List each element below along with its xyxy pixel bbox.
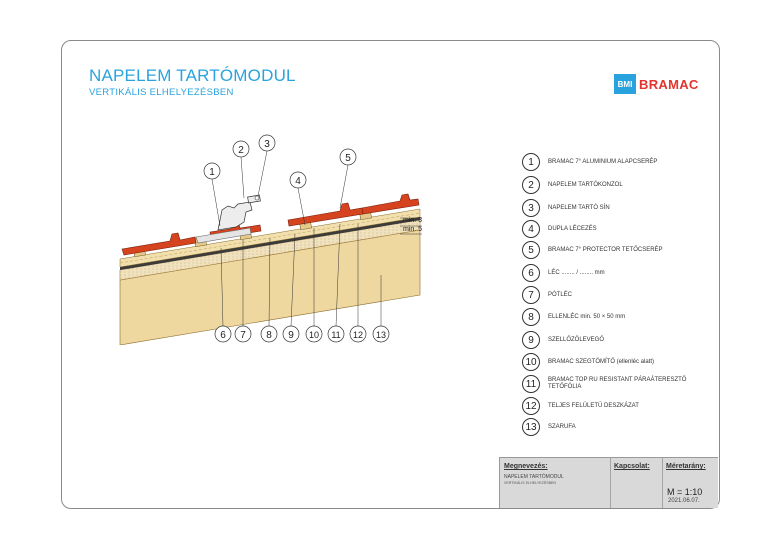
title-block-name-line2: VERTIKÁLIS ELHELYEZÉSBEN [504,481,556,485]
svg-text:11: 11 [331,330,341,340]
title-block [499,457,718,508]
svg-text:5: 5 [345,153,351,164]
dim-min-5: min. 5 [402,226,422,233]
legend-item: 4 DUPLA LÉCEZÉS [522,220,698,238]
scale-value: M = 1:10 [667,487,703,497]
dim-min-3: min. 3 [402,217,422,224]
title-block-name-line1: NAPELEM TARTÓMODUL [504,474,564,480]
drawing-date: 2021.06.07. [668,498,700,504]
title-block-scale [662,458,718,508]
legend-item: 9 SZELLŐZŐLEVEGŐ [522,331,698,349]
svg-text:10: 10 [308,330,320,340]
page-subtitle: VERTIKÁLIS ELHELYEZÉSBEN [89,87,234,98]
meretarany-label: Méretarány: [666,463,706,470]
callout-3 [259,135,275,151]
panel-bracket [218,195,260,230]
svg-text:8: 8 [266,330,272,341]
svg-text:13: 13 [375,330,387,340]
callout-5 [340,149,356,165]
legend-item: 12 TELJES FELÜLETŰ DESZKÁZAT [522,397,698,415]
callout-1 [204,163,220,179]
svg-text:7: 7 [240,330,246,341]
svg-text:3: 3 [264,139,270,150]
roof-section-drawing [100,130,430,345]
bramac-wordmark: BRAMAC [639,76,699,92]
svg-text:12: 12 [352,330,364,340]
svg-text:1: 1 [209,167,215,178]
svg-text:4: 4 [295,176,301,187]
callout-11 [328,326,344,342]
bramac-logo [614,74,699,94]
callout-4 [290,172,306,188]
svg-text:2: 2 [238,145,244,156]
svg-text:6: 6 [220,330,226,341]
bmi-logo-mark: BMI [614,74,636,94]
megnevezes-label: Megnevezés: [504,463,548,470]
callout-2 [233,141,249,157]
legend-item: 10 BRAMAC SZEGTÖMÍTŐ (ellenléc alatt) [522,353,698,371]
page-title: NAPELEM TARTÓMODUL [89,66,296,85]
callout-9 [283,326,299,342]
legend-item: 5 BRAMAC 7° PROTECTOR TETŐCSERÉP [522,241,698,259]
callout-13 [373,326,389,342]
legend-item: 13 SZARUFA [522,418,698,436]
callout-6 [215,326,231,342]
callout-8 [261,326,277,342]
callout-12 [350,326,366,342]
svg-text:9: 9 [288,330,294,341]
legend-item: 7 PÓTLÉC [522,286,698,304]
legend-item: 3 NAPELEM TARTÓ SÍN [522,199,698,217]
legend-item: 6 LÉC ........ / ........ mm [522,264,698,282]
legend-item: 2 NAPELEM TARTÓKONZOL [522,176,698,194]
title-block-name [500,458,611,508]
legend-item: 11 BRAMAC TOP RU RESISTANT PÁRAÁTERESZTŐ TETŐFÓLIA [522,375,698,393]
legend-item: 1 BRAMAC 7° ALUMINIUM ALAPCSERÉP [522,153,698,171]
callout-10 [306,326,322,342]
legend-item: 8 ELLENLÉC min. 50 × 50 mm [522,308,698,326]
kapcsolat-label: Kapcsolat: [614,463,650,470]
title-block-contact [610,458,663,508]
callout-7 [235,326,251,342]
